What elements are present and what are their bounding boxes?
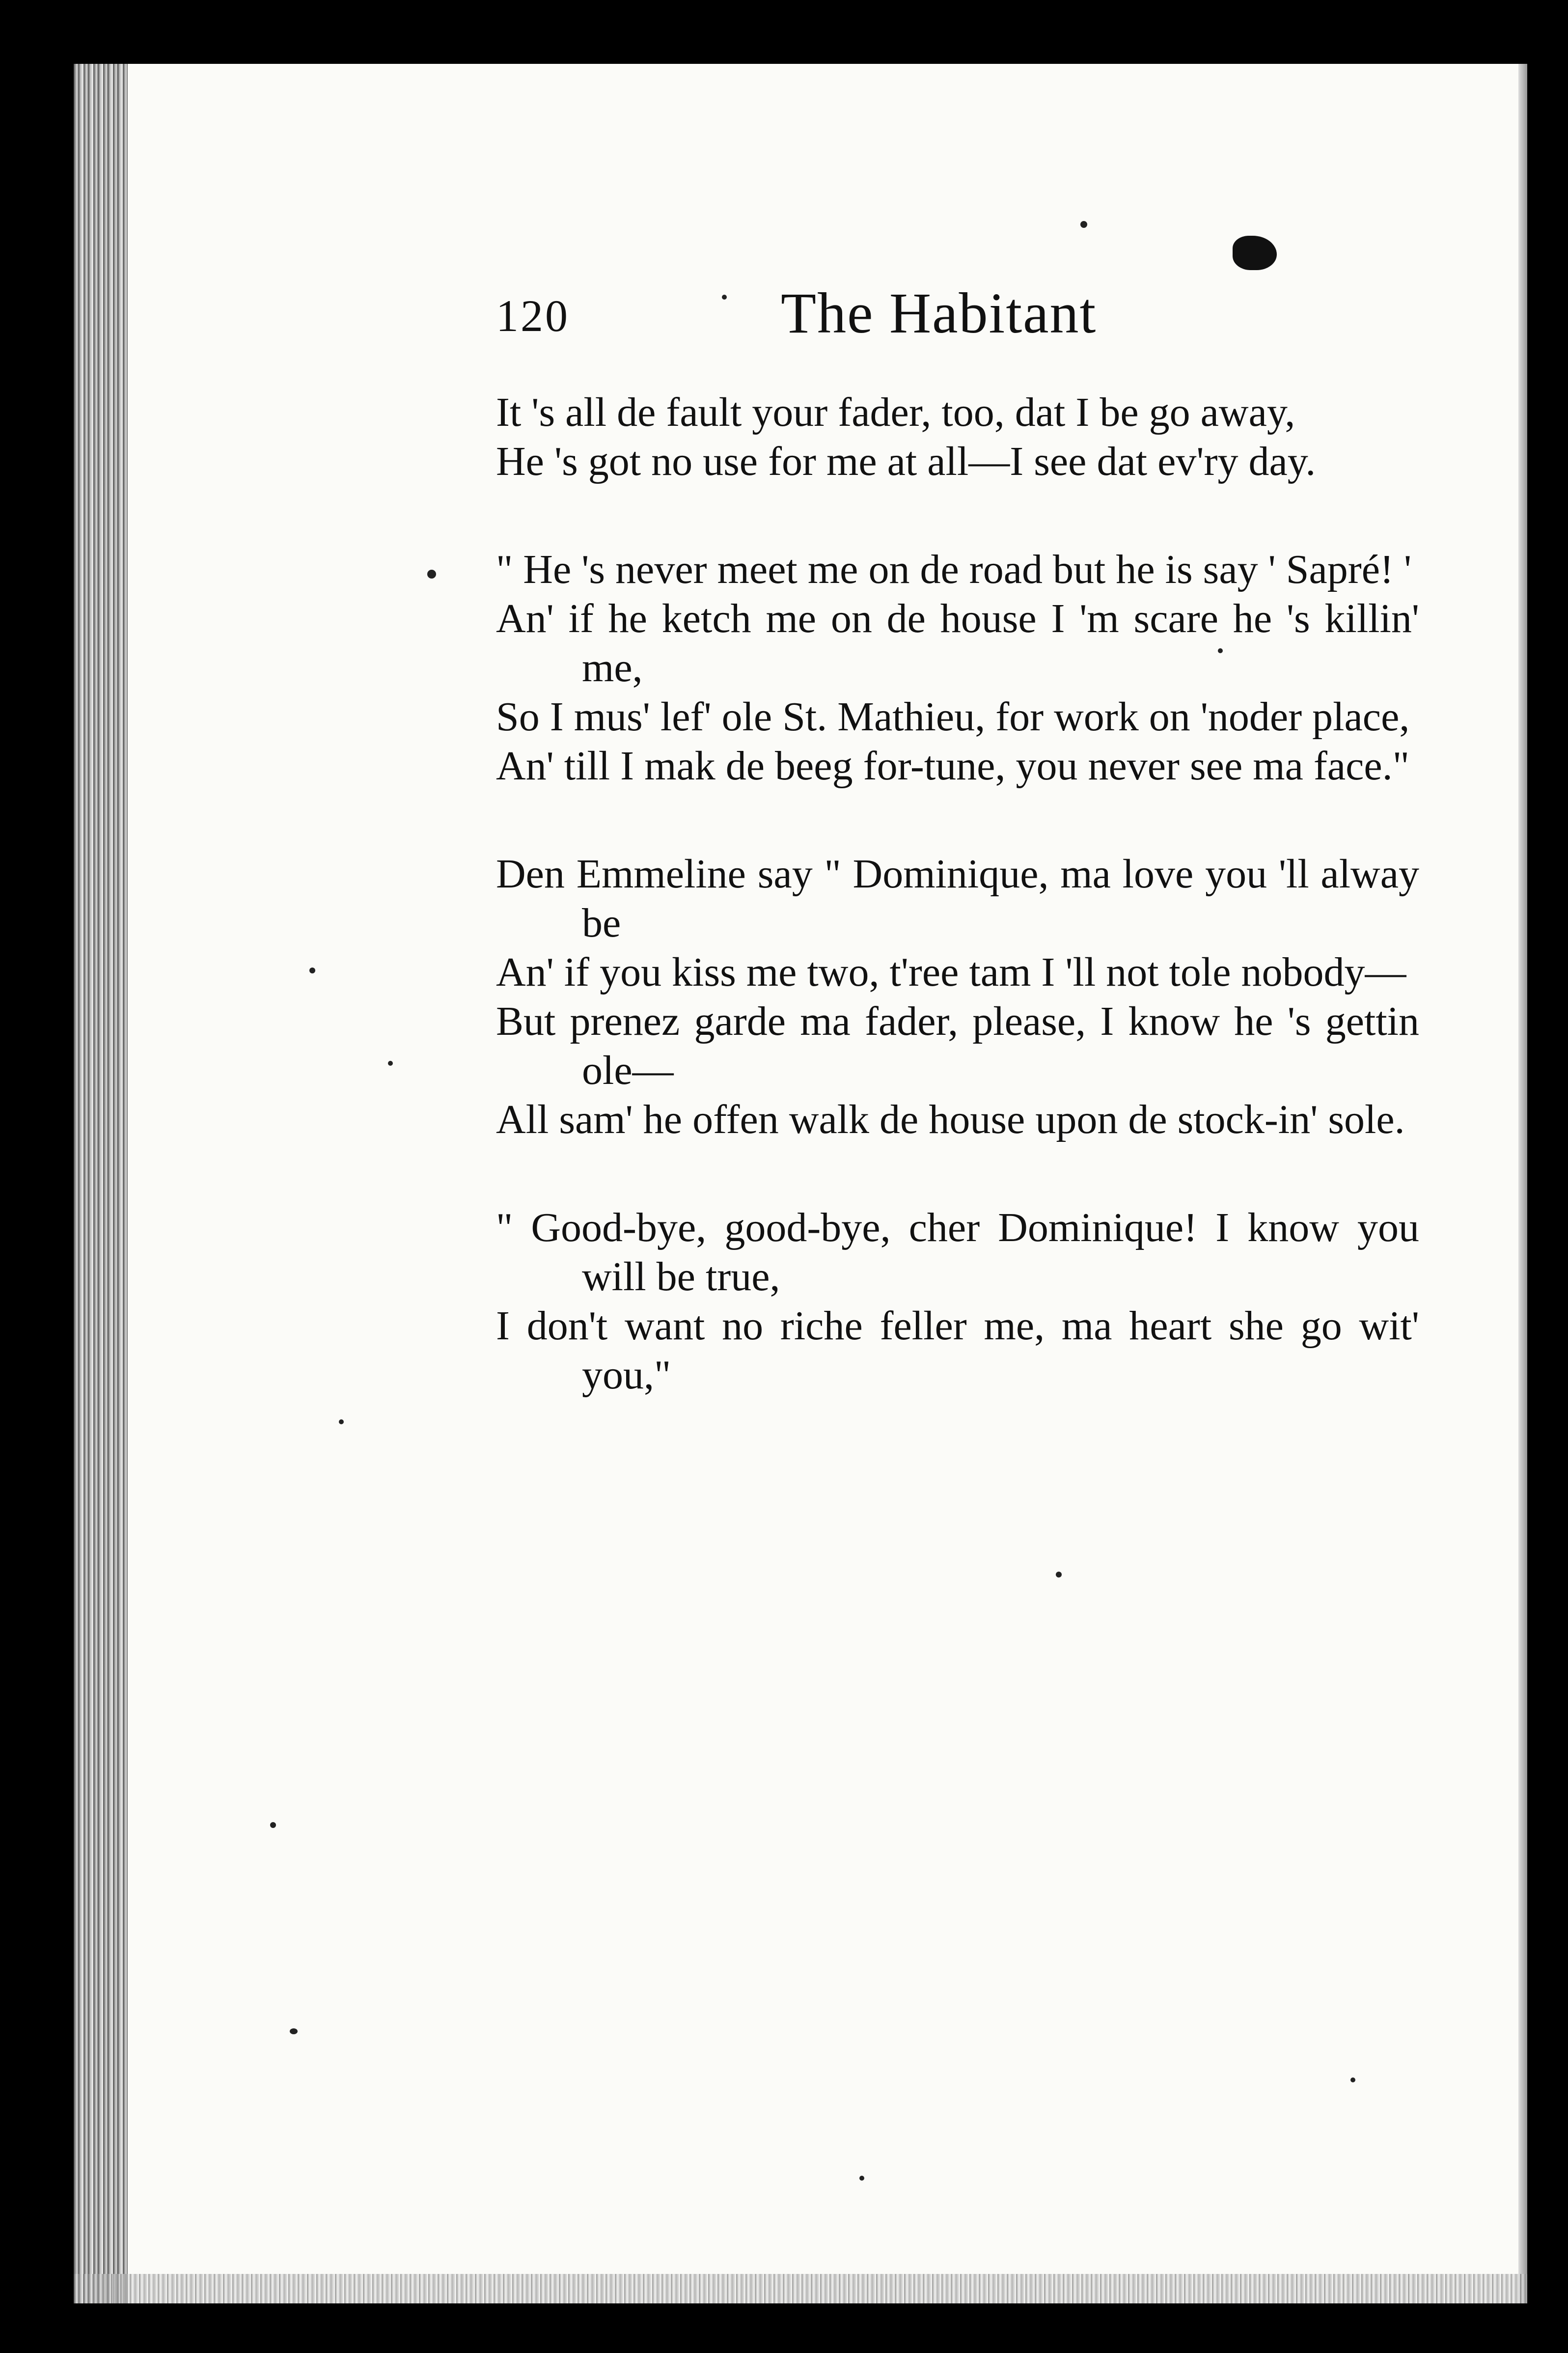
stanza (496, 388, 1419, 486)
verse-line: It 's all de fault your fader, too, dat I be go away, (496, 389, 1295, 435)
verse-line: But prenez garde ma fader, please, I know he 's gettin ole— (496, 998, 1419, 1093)
print-speck (309, 968, 315, 973)
page-gutter-shadow (74, 64, 128, 2303)
verse-line: He 's got no use for me at all—I see dat ev'ry day. (496, 439, 1316, 484)
print-speck (1056, 1572, 1062, 1578)
stanza (496, 1203, 1419, 1400)
stanza (496, 850, 1419, 1144)
page-bottom-edge (74, 2274, 1527, 2303)
verse-line: An' if you kiss me two, t'ree tam I 'll not tole nobody— (496, 949, 1406, 995)
page-header (496, 280, 1478, 359)
print-speck (1080, 221, 1087, 228)
verse-line: I don't want no riche feller me, ma heart she go wit' you," (496, 1303, 1419, 1398)
print-speck (722, 295, 727, 300)
verse-line: Den Emmeline say " Dominique, ma love you 'll alway be (496, 851, 1419, 946)
print-speck (859, 2176, 864, 2181)
stanza (496, 545, 1419, 791)
print-speck (388, 1061, 393, 1066)
verse-line: An' if he ketch me on de house I 'm scare he 's killin' me, (496, 596, 1419, 691)
print-speck (270, 1822, 276, 1828)
poem-text (496, 388, 1419, 1459)
print-speck (339, 1419, 344, 1424)
book-page (74, 64, 1527, 2303)
print-speck (1218, 648, 1223, 653)
verse-line: So I mus' lef' ole St. Mathieu, for work on 'noder place, (496, 694, 1410, 740)
running-title: The Habitant (781, 281, 1097, 345)
page-number: 120 (496, 291, 570, 341)
ink-blot (1233, 236, 1277, 270)
verse-line: An' till I mak de beeg for-tune, you never see ma face." (496, 743, 1409, 789)
print-speck (1350, 2077, 1355, 2082)
verse-line: All sam' he offen walk de house upon de stock-in' sole. (496, 1097, 1405, 1142)
print-speck (290, 2028, 298, 2034)
print-speck (427, 570, 436, 579)
page-right-edge (1518, 64, 1527, 2303)
verse-line: " He 's never meet me on de road but he is say ' Sapré! ' (496, 547, 1412, 592)
verse-line: " Good-bye, good-bye, cher Dominique! I know you will be true, (496, 1205, 1419, 1300)
